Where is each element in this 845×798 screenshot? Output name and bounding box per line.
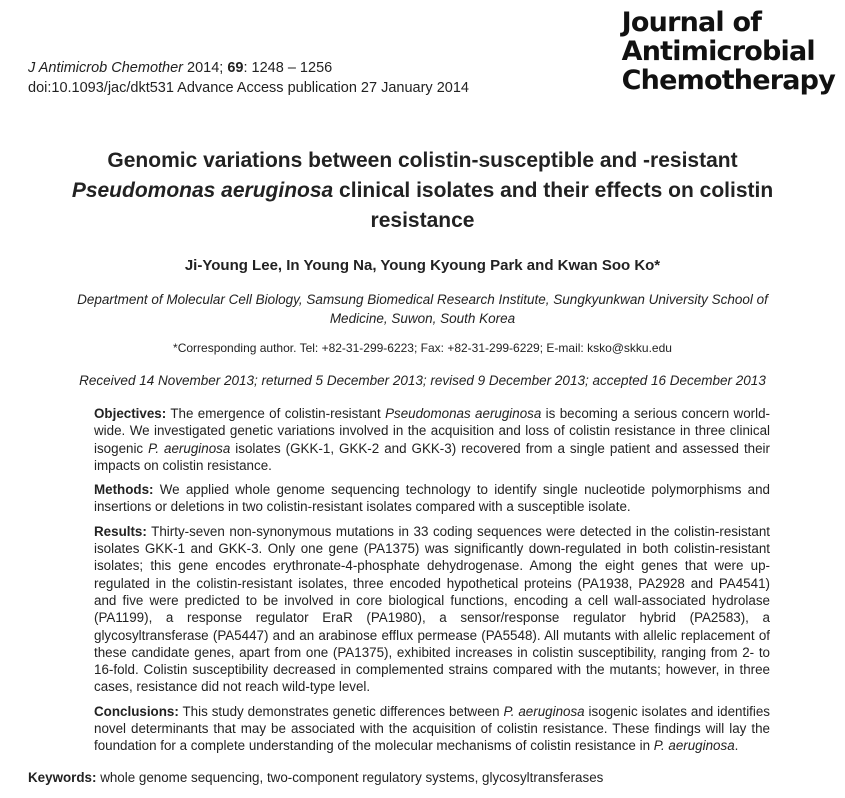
citation-volume: 69 [227,60,244,76]
citation-year: 2014; [187,60,224,76]
title-part-1: Genomic variations between colistin-susceptible and -resistant [107,149,738,172]
results-text: Thirty-seven non-synonymous mutations in 33 coding sequences were detected in the colistin-resistant isolates GKK-1 and GKK-3. Only one gene (PA1375) was significantly down-regulated in both colistin-resistant isolates; this gene encodes erythronate-4-phosphate dehydrogenase. Among the eight genes that were up-regulated in the colistin-resistant isolates, three encoded hypothetical proteins (PA1938, PA2928 and PA4541) and five were predicted to be involved in core biological functions, encoding a cell wall-associated hydrolase (PA1199), a response regulator EraR (PA1980), a sensor/response regulator hybrid (PA2583), a glycosyltransferase (PA5447) and an arabinose efflux permease (PA5548). All mutants with allelic replacement of these candidate genes, apart from one (PA1375), exhibited increases in colistin susceptibility, ranging from 2- to 16-fold. Colistin susceptibility decreased in complemented strains compared with the mutants; however, in three cases, resistance did not reach wild-type level. [94,523,770,695]
title-part-3: clinical isolates and their effects on colistin resistance [333,179,774,232]
abstract-results [94,523,770,696]
conclusions-text-3: . [734,738,739,754]
objectives-text-1: The emergence of colistin-resistant [166,406,386,421]
author-list: Ji-Young Lee, In Young Na, Young Kyoung Park and Kwan Soo Ko* [184,257,661,274]
article-title [40,146,805,236]
conclusions-label: Conclusions: [94,703,179,719]
objectives-italic-2: P. aeruginosa [148,440,231,456]
journal-name: J Antimicrob Chemother [28,60,183,76]
methods-label: Methods: [94,482,154,498]
objectives-text-2: is becoming a serious concern world-wide. We investigated genetic variations involved in the acquisition and loss of colistin resistance in three clinical isogenic [94,406,770,456]
abstract-conclusions [94,703,770,755]
title-organism: Pseudomonas aeruginosa [71,179,334,202]
keywords [28,770,603,785]
keywords-text: whole genome sequencing, two-component regulatory systems, glycosyltransferases [96,770,604,785]
methods-text: We applied whole genome sequencing technology to identify single nucleotide polymorphisms and insertions or deletions in two colistin-resistant isolates compared with a susceptible isolate. [94,482,770,515]
affiliation: Department of Molecular Cell Biology, Samsung Biomedical Research Institute, Sungkyunkwan University School of Medicine, Suwon, South Korea [77,292,768,326]
results-label: Results: [94,523,147,539]
logo-line-1: Journal of [621,7,762,38]
objectives-text-3: isolates (GKK-1, GKK-2 and GKK-3) recovered from a single patient and assessed their impacts on colistin resistance. [94,440,770,473]
citation-block [28,58,469,98]
objectives-label: Objectives: [94,406,167,421]
abstract [94,405,770,762]
doi-line: doi:10.1093/jac/dkt531 Advance Access publication 27 January 2014 [28,80,469,96]
citation-pages: : 1248 – 1256 [243,60,333,76]
conclusions-text-2: isogenic isolates and identifies novel determinants that may be associated with the acquisition of colistin resistance. These findings will lay the foundation for a complete understanding of the molecular mechanisms of colistin resistance in [94,703,771,754]
conclusions-italic-2: P. aeruginosa [653,738,735,754]
objectives-italic-1: Pseudomonas aeruginosa [385,406,542,421]
keywords-label: Keywords: [28,770,97,785]
received-dates: Received 14 November 2013; returned 5 December 2013; revised 9 December 2013; accepted 16 December 2013 [79,373,766,388]
abstract-methods [94,481,770,516]
logo-line-3: Chemotherapy [621,65,835,96]
citation-line [28,58,469,78]
abstract-objectives [94,405,770,474]
corresponding-author: *Corresponding author. Tel: +82-31-299-6223; Fax: +82-31-299-6229; E-mail: ksko@skku.edu [173,341,672,355]
conclusions-italic-1: P. aeruginosa [503,703,585,719]
journal-logo [622,8,835,95]
logo-line-2: Antimicrobial [621,36,815,67]
conclusions-text-1: This study demonstrates genetic differences between [178,703,504,719]
